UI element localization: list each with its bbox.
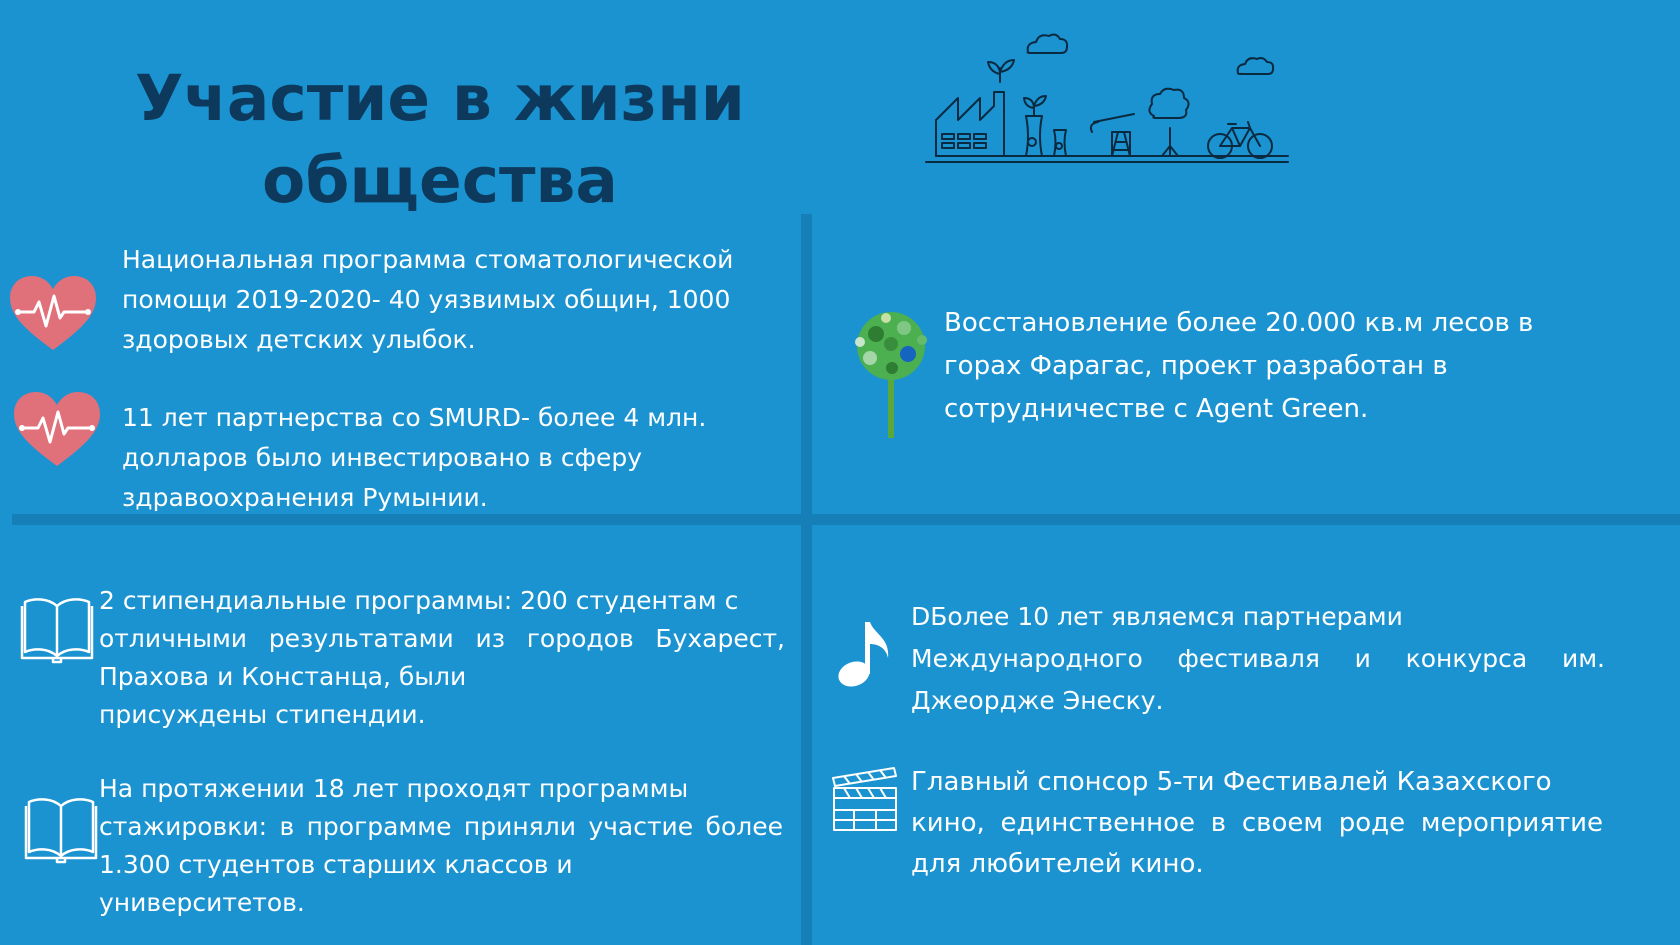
scholarship-programs-text — [99, 582, 785, 734]
text-line: Международного фестиваля и конкурса им. — [911, 644, 1605, 673]
book-icon — [20, 594, 94, 664]
enescu-festival-text — [911, 596, 1605, 722]
page-title-line-1: Участие в жизни — [135, 62, 745, 135]
clapperboard-icon — [830, 766, 898, 832]
text-line: 11 лет партнерства со SMURD- более 4 млн. — [122, 403, 707, 432]
text-line: Национальная программа стоматологической — [122, 245, 734, 274]
text-line: стажировки: в программе приняли участие более — [99, 812, 783, 841]
tree-icon — [846, 306, 936, 440]
kazakh-cinema-text — [911, 762, 1603, 885]
text-line: помощи 2019-2020- 40 уязвимых общин, 1000 — [122, 285, 731, 314]
text-line: здоровых детских улыбок. — [122, 325, 476, 354]
dental-program-text — [122, 240, 733, 360]
text-line: здравоохранения Румынии. — [122, 483, 488, 512]
text-line: 1.300 студентов старших классов и — [99, 850, 573, 879]
text-line: кино, единственное в своем роде мероприятие — [911, 808, 1603, 838]
text-line: университетов. — [99, 888, 305, 917]
text-line: присуждены стипендии. — [99, 700, 426, 729]
text-line: для любителей кино. — [911, 849, 1204, 879]
book-icon — [24, 794, 98, 864]
text-line: На протяжении 18 лет проходят программы — [99, 774, 689, 803]
text-line: Восстановление более 20.000 кв.м лесов в — [944, 308, 1534, 338]
eco-city-icon — [922, 24, 1292, 166]
text-line: 2 стипендиальные программы: 200 студентам с — [99, 586, 739, 615]
heart-pulse-icon — [8, 274, 98, 354]
text-line: Прахова и Констанца, были — [99, 662, 467, 691]
vertical-divider — [801, 214, 812, 945]
text-line: горах Фарагас, проект разработан в — [944, 351, 1448, 381]
smurd-partnership-text — [122, 398, 706, 518]
page-title-line-2: общества — [262, 144, 618, 217]
text-line: Главный спонсор 5-ти Фестивалей Казахского — [911, 767, 1552, 797]
internship-programs-text — [99, 770, 783, 922]
page-title — [120, 58, 760, 222]
forest-restoration-text — [944, 302, 1533, 431]
text-line: отличными результатами из городов Бухарест, — [99, 624, 785, 653]
heart-pulse-icon — [12, 390, 102, 470]
text-line: Джеордже Энеску. — [911, 686, 1164, 715]
text-line: DБолее 10 лет являемся партнерами — [911, 602, 1403, 631]
text-line: сотрудничестве с Agent Green. — [944, 394, 1369, 424]
music-note-icon — [834, 618, 894, 688]
text-line: долларов было инвестировано в сферу — [122, 443, 642, 472]
